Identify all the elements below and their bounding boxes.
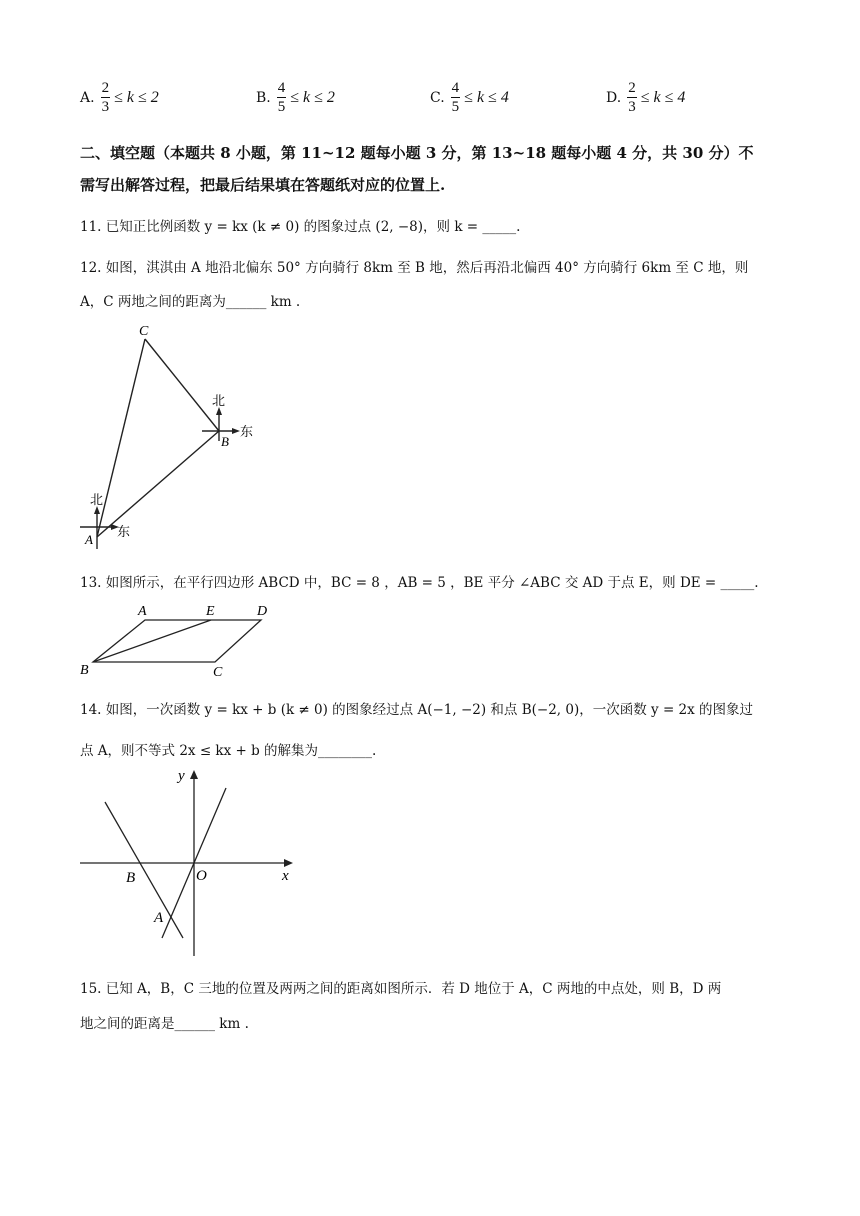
segment-ac [97,339,145,537]
label-e: E [206,604,215,619]
label-c: C [139,324,149,339]
fraction-denominator: 3 [101,99,110,115]
fraction-numerator: 4 [451,80,460,96]
question-12-line1: 12. 如图，淇淇由 A 地沿北偏东 50° 方向骑行 8km 至 B 地，然后再沿北偏西 40° 方向骑行 6km 至 C 地，则 [80,260,749,276]
question-12-line2: A，C 两地之间的距离为______ km . [80,294,301,310]
label-b: B [126,870,136,886]
label-east-b: 东 [240,424,254,439]
option-fraction [101,79,111,116]
fraction-denominator: 3 [628,99,636,115]
x-axis-arrow-icon [284,859,293,867]
parallelogram-abcd [93,620,261,662]
question-13: 13. 如图所示，在平行四边形 ABCD 中，BC = 8 ，AB = 5 ，BE 平分 ∠ABC 交 AD 于点 E，则 DE = _____. [80,575,759,591]
label-east-a: 东 [117,524,131,539]
label-c: C [213,665,223,680]
figure-q13-parallelogram [75,598,285,680]
section-heading-line2: 需写出解答过程，把最后结果填在答题纸对应的位置上. [80,176,446,194]
label-x: x [282,868,289,884]
label-north-a: 北 [90,492,104,507]
segment-be [93,620,211,662]
option-letter: B. [256,89,271,106]
question-14-line2: 点 A，则不等式 2x ≤ kx + b 的解集为________. [80,743,377,759]
fraction-numerator: 2 [101,80,110,96]
question-15-line2: 地之间的距离是______ km . [80,1016,249,1032]
label-b: B [80,663,89,678]
label-y: y [178,768,185,784]
figure-q12-route [70,315,270,555]
fraction-denominator: 5 [277,99,286,115]
question-14-line1: 14. 如图，一次函数 y = kx + b (k ≠ 0) 的图象经过点 A(−1, −2) 和点 B(−2, 0)，一次函数 y = 2x 的图象过 [80,702,754,718]
north-arrow-b-icon [216,407,222,415]
label-a: A [138,604,147,619]
fraction-numerator: 2 [628,80,636,96]
option-inequality: ≤ k ≤ 2 [290,88,335,106]
label-north-b: 北 [212,393,226,408]
label-a: A [154,910,164,926]
label-d: D [257,604,268,619]
fraction-denominator: 5 [451,99,460,115]
segment-cb [145,339,219,431]
option-inequality: ≤ k ≤ 4 [464,88,509,106]
segment-ab [97,431,219,537]
option-fraction [451,79,461,116]
option-fraction [627,79,637,116]
option-b [256,79,335,116]
option-fraction [277,79,287,116]
question-11: 11. 已知正比例函数 y = kx (k ≠ 0) 的图象过点 (2, −8)，则 k = _____. [80,219,521,235]
option-letter: A. [80,89,95,106]
north-arrow-a-icon [94,506,100,514]
option-inequality: ≤ k ≤ 4 [640,88,686,106]
label-o: O [196,868,207,884]
label-b: B [221,434,229,449]
option-a [80,79,159,116]
question-15-line1: 15. 已知 A，B，C 三地的位置及两两之间的距离如图所示．若 D 地位于 A，C 两地的中点处，则 B，D 两 [80,981,722,997]
y-axis-arrow-icon [190,770,198,779]
option-letter: C. [430,89,445,106]
option-d [606,79,685,116]
option-inequality: ≤ k ≤ 2 [114,88,159,106]
option-c [430,79,509,116]
east-arrow-b-icon [232,428,240,434]
label-a: A [85,532,93,547]
fraction-numerator: 4 [277,80,286,96]
figure-q14-graph [75,762,305,962]
section-heading-line1: 二、填空题（本题共 8 小题，第 11~12 题每小题 3 分，第 13~18 题每小题 4 分，共 30 分）不 [80,144,754,162]
option-letter: D. [606,89,622,106]
